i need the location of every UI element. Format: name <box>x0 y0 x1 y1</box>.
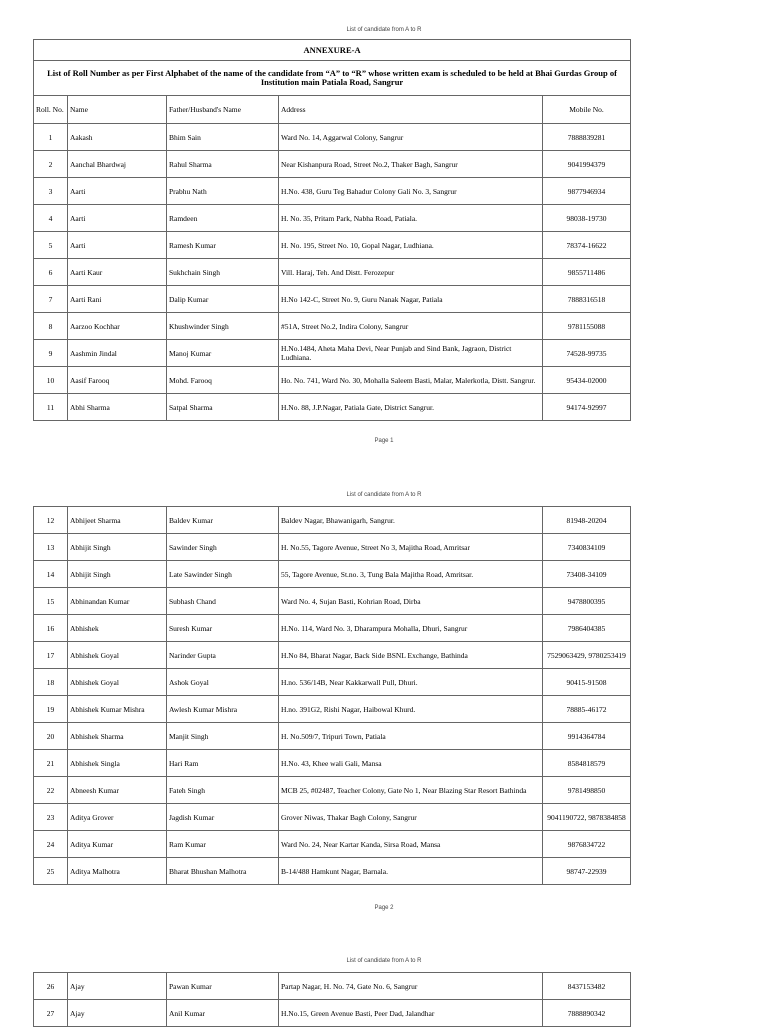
running-header: List of candidate from A to R <box>346 27 422 33</box>
table-row <box>34 259 631 286</box>
cell-roll: 11 <box>34 394 68 421</box>
cell-address: Near Kishanpura Road, Street No.2, Thaker Bagh, Sangrur <box>279 151 543 178</box>
cell-name: Abhishek Sharma <box>68 723 167 750</box>
cell-address: B-14/488 Hamkunt Nagar, Barnala. <box>279 858 543 885</box>
cell-father: Dalip Kumar <box>167 286 279 313</box>
candidate-table-page-1 <box>33 39 631 421</box>
cell-address: H.No. 88, J.P.Nagar, Patiala Gate, District Sangrur. <box>279 394 543 421</box>
table-row <box>34 588 631 615</box>
cell-roll: 26 <box>34 973 68 1000</box>
running-header: List of candidate from A to R <box>346 958 422 964</box>
cell-address: H.no. 391G2, Rishi Nagar, Haibowal Khurd. <box>279 696 543 723</box>
table-row <box>34 723 631 750</box>
cell-mobile: 8584818579 <box>543 750 631 777</box>
cell-address: Partap Nagar, H. No. 74, Gate No. 6, Sangrur <box>279 973 543 1000</box>
cell-father: Manoj Kumar <box>167 340 279 367</box>
table-row <box>34 534 631 561</box>
cell-mobile: 9041190722, 9878384858 <box>543 804 631 831</box>
cell-address: Ward No. 24, Near Kartar Kanda, Sirsa Road, Mansa <box>279 831 543 858</box>
cell-father: Satpal Sharma <box>167 394 279 421</box>
table-row <box>34 561 631 588</box>
cell-address: Ward No. 14, Aggarwal Colony, Sangrur <box>279 124 543 151</box>
cell-mobile: 9877946934 <box>543 178 631 205</box>
candidate-table-page-3 <box>33 972 631 1027</box>
col-header-mobile: Mobile No. <box>543 96 631 124</box>
cell-mobile: 81948-20204 <box>543 507 631 534</box>
cell-roll: 6 <box>34 259 68 286</box>
cell-name: Aditya Kumar <box>68 831 167 858</box>
cell-mobile: 9041994379 <box>543 151 631 178</box>
col-header-father: Father/Husband's Name <box>167 96 279 124</box>
cell-mobile: 90415-91508 <box>543 669 631 696</box>
cell-mobile: 78885-46172 <box>543 696 631 723</box>
cell-address: MCB 25, #02487, Teacher Colony, Gate No 1, Near Blazing Star Resort Bathinda <box>279 777 543 804</box>
table-row <box>34 696 631 723</box>
table-body <box>34 124 631 421</box>
cell-roll: 24 <box>34 831 68 858</box>
cell-father: Fateh Singh <box>167 777 279 804</box>
table-row <box>34 286 631 313</box>
cell-father: Ram Kumar <box>167 831 279 858</box>
candidate-table-page-2 <box>33 506 631 885</box>
cell-mobile: 7888316518 <box>543 286 631 313</box>
cell-mobile: 9478800395 <box>543 588 631 615</box>
annexure-title-row <box>34 40 631 61</box>
cell-name: Aarti <box>68 178 167 205</box>
running-header: List of candidate from A to R <box>346 492 422 498</box>
cell-roll: 23 <box>34 804 68 831</box>
cell-name: Aarti <box>68 232 167 259</box>
cell-name: Ajay <box>68 973 167 1000</box>
cell-mobile: 7340834109 <box>543 534 631 561</box>
table-row <box>34 777 631 804</box>
cell-name: Abhi Sharma <box>68 394 167 421</box>
cell-mobile: 98747-22939 <box>543 858 631 885</box>
cell-roll: 27 <box>34 1000 68 1027</box>
table-row <box>34 858 631 885</box>
cell-name: Abhishek Singla <box>68 750 167 777</box>
cell-roll: 17 <box>34 642 68 669</box>
table-row <box>34 367 631 394</box>
cell-address: H.no. 536/14B, Near Kakkarwall Pull, Dhuri. <box>279 669 543 696</box>
cell-address: H.No 142-C, Street No. 9, Guru Nanak Nagar, Patiala <box>279 286 543 313</box>
cell-address: 55, Tagore Avenue, St.no. 3, Tung Bala Majitha Road, Amritsar. <box>279 561 543 588</box>
cell-father: Manjit Singh <box>167 723 279 750</box>
cell-address: Vill. Haraj, Teh. And Distt. Ferozepur <box>279 259 543 286</box>
col-header-address: Address <box>279 96 543 124</box>
cell-father: Baldev Kumar <box>167 507 279 534</box>
cell-roll: 5 <box>34 232 68 259</box>
annexure-title: ANNEXURE-A <box>34 40 631 61</box>
cell-address: H. No. 195, Street No. 10, Gopal Nagar, Ludhiana. <box>279 232 543 259</box>
cell-address: H. No.509/7, Tripuri Town, Patiala <box>279 723 543 750</box>
cell-address: H.No 84, Bharat Nagar, Back Side BSNL Exchange, Bathinda <box>279 642 543 669</box>
cell-name: Aarzoo Kochhar <box>68 313 167 340</box>
cell-roll: 19 <box>34 696 68 723</box>
cell-name: Aanchal Bhardwaj <box>68 151 167 178</box>
table-row <box>34 232 631 259</box>
cell-mobile: 94174-92997 <box>543 394 631 421</box>
cell-father: Pawan Kumar <box>167 973 279 1000</box>
table-body <box>34 973 631 1027</box>
cell-mobile: 9781498850 <box>543 777 631 804</box>
cell-roll: 15 <box>34 588 68 615</box>
cell-father: Jagdish Kumar <box>167 804 279 831</box>
cell-roll: 18 <box>34 669 68 696</box>
annexure-subtitle-row <box>34 61 631 96</box>
cell-mobile: 78374-16622 <box>543 232 631 259</box>
cell-name: Aarti <box>68 205 167 232</box>
cell-father: Sukhchain Singh <box>167 259 279 286</box>
cell-name: Abhishek Kumar Mishra <box>68 696 167 723</box>
cell-mobile: 98038-19730 <box>543 205 631 232</box>
cell-father: Awlesh Kumar Mishra <box>167 696 279 723</box>
cell-mobile: 9855711486 <box>543 259 631 286</box>
cell-roll: 25 <box>34 858 68 885</box>
table-row <box>34 124 631 151</box>
cell-address: H. No.55, Tagore Avenue, Street No 3, Majitha Road, Amritsar <box>279 534 543 561</box>
cell-roll: 3 <box>34 178 68 205</box>
cell-roll: 1 <box>34 124 68 151</box>
col-header-name: Name <box>68 96 167 124</box>
table-row <box>34 831 631 858</box>
cell-roll: 10 <box>34 367 68 394</box>
cell-name: Abhishek Goyal <box>68 642 167 669</box>
cell-father: Ashok Goyal <box>167 669 279 696</box>
cell-name: Aasif Farooq <box>68 367 167 394</box>
cell-roll: 13 <box>34 534 68 561</box>
cell-name: Aditya Malhotra <box>68 858 167 885</box>
cell-name: Abhishek Goyal <box>68 669 167 696</box>
cell-mobile: 7888839281 <box>543 124 631 151</box>
table-row <box>34 973 631 1000</box>
table-body <box>34 507 631 885</box>
cell-father: Ramdeen <box>167 205 279 232</box>
cell-name: Abhishek <box>68 615 167 642</box>
cell-address: Baldev Nagar, Bhawanigarh, Sangrur. <box>279 507 543 534</box>
cell-name: Abhinandan Kumar <box>68 588 167 615</box>
cell-mobile: 73408-34109 <box>543 561 631 588</box>
cell-father: Narinder Gupta <box>167 642 279 669</box>
cell-roll: 7 <box>34 286 68 313</box>
cell-mobile: 7888890342 <box>543 1000 631 1027</box>
cell-father: Bharat Bhushan Malhotra <box>167 858 279 885</box>
cell-roll: 22 <box>34 777 68 804</box>
cell-name: Abhijeet Sharma <box>68 507 167 534</box>
cell-father: Sawinder Singh <box>167 534 279 561</box>
cell-address: Grover Niwas, Thakar Bagh Colony, Sangrur <box>279 804 543 831</box>
cell-address: H.No.15, Green Avenue Basti, Peer Dad, Jalandhar <box>279 1000 543 1027</box>
cell-roll: 14 <box>34 561 68 588</box>
cell-name: Abhijit Singh <box>68 534 167 561</box>
col-header-roll: Roll. No. <box>34 96 68 124</box>
table-row <box>34 205 631 232</box>
table-row <box>34 394 631 421</box>
cell-father: Khushwinder Singh <box>167 313 279 340</box>
cell-name: Aashmin Jindal <box>68 340 167 367</box>
cell-name: Aditya Grover <box>68 804 167 831</box>
cell-mobile: 9914364784 <box>543 723 631 750</box>
cell-mobile: 8437153482 <box>543 973 631 1000</box>
cell-mobile: 7529063429, 9780253419 <box>543 642 631 669</box>
cell-father: Anil Kumar <box>167 1000 279 1027</box>
cell-father: Bhim Sain <box>167 124 279 151</box>
cell-father: Hari Ram <box>167 750 279 777</box>
cell-roll: 8 <box>34 313 68 340</box>
cell-roll: 16 <box>34 615 68 642</box>
cell-mobile: 7986404385 <box>543 615 631 642</box>
page-footer: Page 2 <box>374 905 394 911</box>
cell-address: Ho. No. 741, Ward No. 30, Mohalla Saleem Basti, Malar, Malerkotla, Distt. Sangrur. <box>279 367 543 394</box>
cell-father: Rahul Sharma <box>167 151 279 178</box>
table-row <box>34 151 631 178</box>
cell-name: Ajay <box>68 1000 167 1027</box>
cell-father: Prabhu Nath <box>167 178 279 205</box>
page-footer: Page 1 <box>374 438 394 444</box>
table-row <box>34 178 631 205</box>
table-row <box>34 507 631 534</box>
cell-roll: 20 <box>34 723 68 750</box>
cell-name: Abneesh Kumar <box>68 777 167 804</box>
table-row <box>34 750 631 777</box>
cell-father: Mohd. Farooq <box>167 367 279 394</box>
cell-father: Subhash Chand <box>167 588 279 615</box>
table-row <box>34 615 631 642</box>
cell-roll: 4 <box>34 205 68 232</box>
table-row <box>34 340 631 367</box>
cell-address: H.No. 43, Khee wali Gali, Mansa <box>279 750 543 777</box>
cell-roll: 12 <box>34 507 68 534</box>
table-row <box>34 642 631 669</box>
cell-address: H.No.1484, Aheta Maha Devi, Near Punjab and Sind Bank, Jagraon, District Ludhiana. <box>279 340 543 367</box>
cell-name: Aarti Rani <box>68 286 167 313</box>
cell-roll: 2 <box>34 151 68 178</box>
cell-name: Aarti Kaur <box>68 259 167 286</box>
cell-address: #51A, Street No.2, Indira Colony, Sangrur <box>279 313 543 340</box>
table-row <box>34 1000 631 1027</box>
cell-address: H.No. 114, Ward No. 3, Dharampura Mohalla, Dhuri, Sangrur <box>279 615 543 642</box>
cell-mobile: 95434-02000 <box>543 367 631 394</box>
cell-name: Aakash <box>68 124 167 151</box>
table-row <box>34 313 631 340</box>
cell-father: Suresh Kumar <box>167 615 279 642</box>
cell-address: H. No. 35, Pritam Park, Nabha Road, Patiala. <box>279 205 543 232</box>
table-row <box>34 669 631 696</box>
cell-roll: 21 <box>34 750 68 777</box>
cell-address: H.No. 438, Guru Teg Bahadur Colony Gali No. 3, Sangrur <box>279 178 543 205</box>
cell-mobile: 9781155088 <box>543 313 631 340</box>
cell-name: Abhijit Singh <box>68 561 167 588</box>
cell-father: Ramesh Kumar <box>167 232 279 259</box>
cell-address: Ward No. 4, Sujan Basti, Kohrian Road, Dirba <box>279 588 543 615</box>
table-row <box>34 804 631 831</box>
annexure-subtitle: List of Roll Number as per First Alphabet of the name of the candidate from “A” to “R” whose written exam is scheduled to be held at Bhai Gurdas Group of Institution main Patiala Road, Sangrur <box>34 61 631 96</box>
cell-father: Late Sawinder Singh <box>167 561 279 588</box>
column-header-row <box>34 96 631 124</box>
cell-mobile: 74528-99735 <box>543 340 631 367</box>
cell-roll: 9 <box>34 340 68 367</box>
cell-mobile: 9876834722 <box>543 831 631 858</box>
